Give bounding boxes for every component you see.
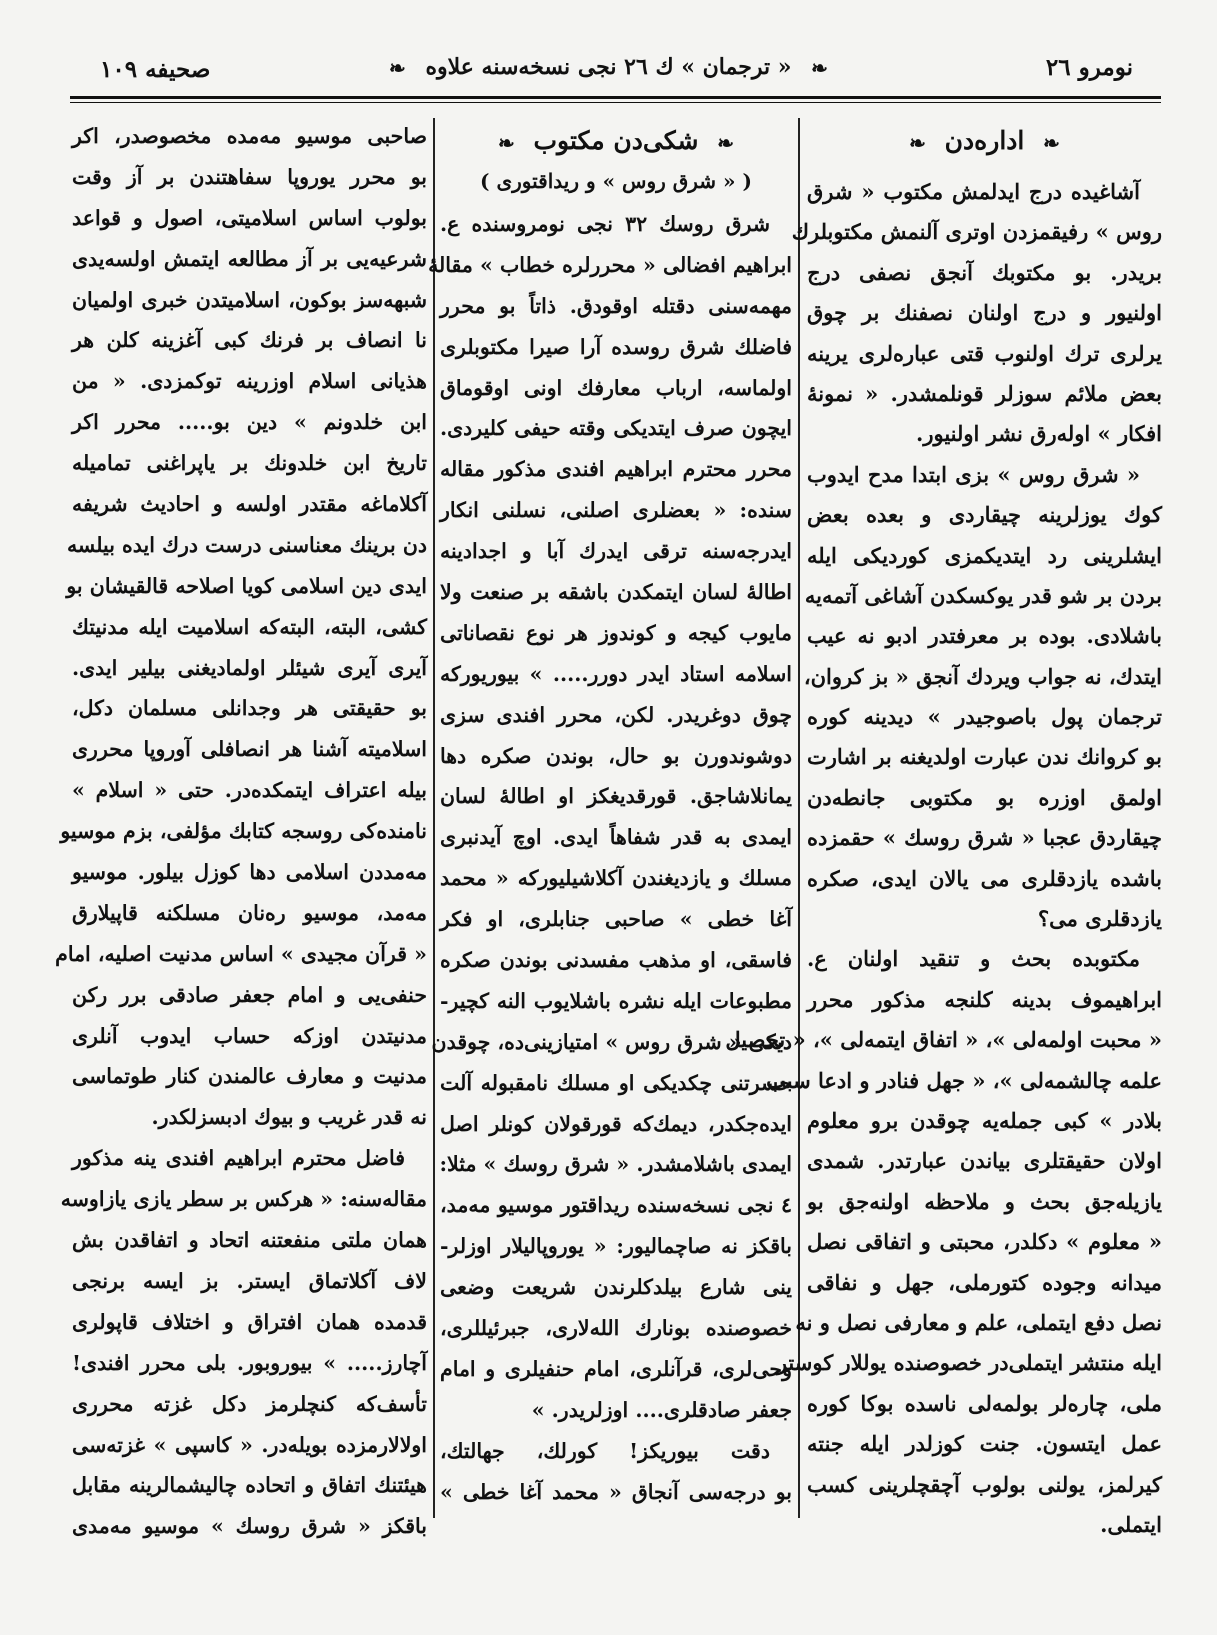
text-line: ابن خلدونم » دین بو..... محرر اکر <box>72 410 427 435</box>
text-line: یرلری ترك اولنوب قتی عباره‌لری یرینه <box>807 340 1162 366</box>
text-line: شرق روسك ٣٢ نجی نومروسنده ع. <box>440 212 771 236</box>
text-line: اولان حقیقتلری بیاندن عبارتدر. شمدی <box>807 1148 1162 1174</box>
ornament-icon: ❧ <box>811 56 828 80</box>
text-line: بو درجه‌سی آنجاق « محمد آغا خطی » <box>440 1479 792 1504</box>
text-line: ابراهیم افضالی « محررلره خطاب » مقالهٔ <box>428 252 792 277</box>
ornament-icon: ❧ <box>389 56 406 80</box>
text-line: همان ملتی منفعتنه اتحاد و اتفاقدن بش <box>72 1228 427 1253</box>
ornament-icon: ❧ <box>1043 130 1060 155</box>
text-line: ایتدك، نه جواب ویردك آنجق « بز کروان، <box>803 663 1162 689</box>
text-line: صاحبی موسیو مه‌مده مخصوصدر، اکر <box>72 124 427 148</box>
text-line: هیئتنك اتفاق و اتحاده چالیشمالرینه مقابل <box>72 1473 427 1498</box>
column-editorial <box>725 116 1162 1545</box>
text-line: تأسف‌كه کنچلرمز دکل غزته محرری <box>72 1391 427 1416</box>
text-line: اطالهٔ لسان ایتمکدن باشقه بر صنعت ولا <box>440 580 792 605</box>
text-line: ٤ نجی نسخه‌سنده ریداقتور موسیو مه‌مد، <box>440 1193 792 1218</box>
text-line: بولوب اساس اسلامیتی، اصول و قواعد <box>72 205 427 230</box>
column-title <box>807 116 1162 166</box>
text-line: اسلامیته آشنا هر انصافلی آوروپا محرری <box>72 737 427 762</box>
text-line: فاضلك شرق روسده آرا صیرا مکتوبلری <box>440 334 792 359</box>
text-line: حسرتنی چکدیکی او مسلك نامقبوله آلت <box>440 1070 792 1095</box>
text-line: باشده یازدقلری می یالان ایدی، صکره <box>807 865 1162 891</box>
text-line: بیله اعتراف ایتمکده‌در. حتی « اسلام » <box>72 778 427 803</box>
text-line: کشی، البته، البته‌كه اسلامیت ایله مدنیتك <box>72 614 427 639</box>
text-line: کیرلمز، یولنی بولوب آچقچلرینی کسب <box>807 1471 1162 1497</box>
column-title-text: شکی‌دن مکتوب <box>533 126 699 155</box>
text-line: نه قدر غریب و بیوك ادبسزلکدر. <box>151 1105 427 1130</box>
column-divider <box>433 118 435 1518</box>
text-line: لاف آکلاتماق ایستر. بز ایسه برنجی <box>72 1268 427 1293</box>
column-title-text: اداره‌دن <box>944 126 1025 155</box>
text-line: آغا خطی » صاحبی جنابلری، او فکر <box>440 907 792 932</box>
text-line: نامنده‌کی روسجه کتابك مؤلفی، بزم موسیو <box>60 819 427 844</box>
text-line: مایوب کیجه و کوندوز هر نوع نقصاناتی <box>440 620 792 645</box>
text-line: یمانلاشاجق. قورقدیغکز او اطالهٔ لسان <box>440 784 792 809</box>
text-line: ابراهیموف بدینه کلنجه مذکور محرر <box>807 986 1162 1012</box>
text-line: بریدر. بو مکتوبك آنجق نصفی درج <box>807 259 1162 285</box>
text-line: بلادر » کبی جمله‌یه چوقدن برو معلوم <box>807 1107 1162 1133</box>
text-line: بو حقیقتی هر وجدانلی مسلمان دکل، <box>72 696 427 721</box>
text-line: اولنیور و درج اولنان نصفنك بر چوق <box>807 300 1162 326</box>
text-line: فاضل محترم ابراهیم افندی ینه مذکور <box>72 1146 405 1171</box>
text-line: خصوصنده بونارك الله‌لاری، جبرئیللری، <box>440 1316 792 1341</box>
column-text <box>725 172 1162 1545</box>
text-line: وحی‌لری، قرآنلری، امام حنفیلری و امام <box>440 1356 792 1381</box>
text-line: میدانه وجوده کتورملی، جهل و نفاقی <box>807 1269 1162 1295</box>
text-line: مه‌مددن اسلامی دها کوزل بیلور. موسیو <box>72 860 427 885</box>
text-line: ایچون صرف ایتدیکی وقته حیفی کلیردی. <box>440 416 792 441</box>
text-line: هذیانی اسلام اوزرینه توکمزدی. « من <box>72 369 427 394</box>
text-line: آچارز..... » بیوروبور. بلی محرر افندی! <box>72 1350 427 1375</box>
text-line: ایدرجه‌سنه ترقی ایدرك آبا و اجدادینه <box>440 539 792 564</box>
text-line: جعفر صادقلری.... اوزلریدر. » <box>531 1397 792 1422</box>
text-line: یازیله‌جق بحث و ملاحظه اولنه‌جق بو <box>807 1188 1162 1214</box>
text-line: اولالارمزده بویله‌در. « کاسپی » غزته‌سی <box>72 1432 427 1457</box>
text-line: باقکز نه صاچمالیور: « یوروپالیلار اوزلر- <box>440 1234 792 1259</box>
text-line: بعض ملائم سوزلر قونلمشدر. « نمونهٔ <box>807 380 1162 406</box>
text-line: چوق دوغریدر. لکن، محرر افندی سزی <box>440 702 792 727</box>
text-line: مسلك و یازدیغندن آکلاشیلیورکه « محمد <box>440 866 792 891</box>
text-line: آشاغیده درج ایدلمش مکتوب « شرق <box>807 179 1140 204</box>
column-text <box>428 204 792 1513</box>
text-line: « شرق روس » بزی ابتدا مدح ایدوب <box>807 461 1140 487</box>
text-line: کوك یوزلرینه چیقاردی و بعده بعض <box>807 502 1162 528</box>
text-line: ایله منتشر ایتملی‌در خصوصنده یوللار کوستر <box>776 1350 1162 1376</box>
text-line: شبهه‌سز بوکون، اسلامیتدن خبری اولمیان <box>72 287 427 312</box>
text-line: مطبوعات ایله نشره باشلایوب النه کچیر- <box>440 988 792 1013</box>
text-line: مهمه‌سنی دقتله اوقودق. ذاتاً بو محرر <box>440 293 792 318</box>
text-line: مه‌مد، موسیو ره‌نان مسلکنه قاپیلارق <box>72 900 427 925</box>
text-line: ایشلرینی رد ایتدیکمزی کوردیکی ایله <box>807 542 1162 568</box>
text-line: آیری آیری شیئلر اولمادیغنی بیلیر ایدی. <box>72 655 427 680</box>
text-line: سنده: « بعضلری اصلنی، نسلنی انکار <box>440 498 792 523</box>
text-line: شرعیه‌یی بر آز مطالعه ایتمش اولسه‌یدی <box>72 246 427 271</box>
supplement-title <box>70 54 1147 80</box>
column-letter <box>428 116 792 1513</box>
text-line: آکلاماغه مقتدر اولسه و احادیث شریفه <box>72 492 427 517</box>
text-line: ایمدی باشلامشدر. « شرق روسك » مثلا: <box>439 1152 792 1177</box>
text-line: باقکز « شرق روسك » موسیو مه‌مدی <box>72 1514 427 1539</box>
text-line: باشلادی. بوده بر معرفتدر ادبو نه عیب <box>807 623 1162 649</box>
text-line: یازدقلری می؟ <box>1038 906 1162 932</box>
text-line: نا انصاف بر فرنك کبی آغزینه کلن هر <box>72 328 427 353</box>
text-line: ایدی دین اسلامی کویا اصلاحه قالقیشان بو <box>66 573 427 598</box>
column-text <box>55 116 427 1547</box>
text-line: مدنیت و معارف عالمندن کنار طوتماسی <box>72 1064 427 1089</box>
text-line: نصل دفع ایتملی، علم و معارفی نصل و نه <box>795 1309 1162 1335</box>
text-line: ترجمان پول باصوجیدر » دیدینه کوره <box>807 704 1162 730</box>
text-line: اولمق اوزره بو مکتوبی جانطه‌دن <box>807 784 1162 810</box>
running-header <box>70 44 1147 100</box>
text-line: مکتوبده بحث و تنقید اولنان ع. <box>807 946 1140 972</box>
text-line: علمه چالشمه‌لی »، « جهل فنادر و ادعا سبب <box>766 1067 1162 1093</box>
text-line: اولماسه، ارباب معارفك اونی اوقوماق <box>440 375 792 400</box>
text-line: افکار » اوله‌رق نشر اولنیور. <box>916 421 1162 447</box>
text-line: « معلوم » دکلدر، محبتی و اتفاقی نصل <box>807 1229 1162 1255</box>
text-line: بو محرر یوروپا سفاهتندن بر آز وقت <box>72 164 427 189</box>
text-line: عمل ایتسون. جنت کوزلدر ایله جنته <box>807 1431 1162 1457</box>
page-number: صحیفه ١٠٩ <box>100 56 211 83</box>
ornament-icon: ❧ <box>498 130 515 155</box>
text-line: چیقاردق عجبا « شرق روسك » حقمزده <box>807 825 1162 851</box>
issue-number: نومرو ٢٦ <box>1045 54 1133 81</box>
text-line: « محبت اولمه‌لی »، « اتفاق ایتمه‌لی »، « تحصیل <box>725 1027 1162 1053</box>
ornament-icon: ❧ <box>909 130 926 155</box>
text-line: مقاله‌سنه: « هرکس بر سطر یازی یازاوسه <box>60 1187 427 1212</box>
text-line: دقت بیوریکز! کورلك، جهالتك، <box>440 1438 770 1463</box>
text-line: ایده‌جکدر، دیمك‌كه قورقولان کونلر اصل <box>440 1111 792 1136</box>
text-line: ملی، چاره‌لر بولمه‌لی ناسده بوکا کوره <box>807 1390 1162 1416</box>
column-continuation <box>55 116 427 1547</box>
text-line: روس » رفیقمزدن اوتری آلنمش مکتوبلرك <box>791 219 1162 245</box>
text-line: بو کروانك ندن عبارت اولدیغنه بر اشارت <box>807 744 1162 770</box>
header-rule-thin <box>70 102 1161 103</box>
header-rule <box>70 96 1161 99</box>
text-line: فاسقی، او مذهب مفسدنی بوندن صکره <box>440 948 792 973</box>
text-line: محرر محترم ابراهیم افندی مذکور مقاله <box>440 457 792 482</box>
text-line: بردن بر شو قدر یوکسکدن آشاغی آتمه‌یه <box>804 582 1162 608</box>
column-subtitle: ( « شرق روس » و ریداقتوری ) <box>480 169 752 193</box>
text-line: قدمده همان افتراق و اختلاف قاپولری <box>72 1309 427 1334</box>
text-line: ینی شارع بیلدکلرندن شریعت وضعی <box>440 1275 792 1300</box>
ornament-icon: ❧ <box>717 130 734 155</box>
text-line: دن برینك معناسنی درست درك ایده بیلسه <box>66 532 427 557</box>
text-line: دوشوندورن بو حال، بوندن صکره دها <box>440 743 792 768</box>
text-line: « قرآن مجیدی » اساس مدنیت اصلیه، امام <box>55 941 427 966</box>
text-line: ایتملی. <box>1100 1511 1162 1537</box>
text-line: مدنیتدن اوزکه حساب ایدوب آنلری <box>72 1023 427 1048</box>
column-title <box>440 116 792 166</box>
text-line: اسلامه استاد ایدر دورر..... » بیوریورکه <box>440 661 792 686</box>
text-line: ایمدی به قدر شفاهاً ایدی. اوچ آیدنبری <box>440 825 792 850</box>
text-line: دیکی « شرق روس » امتیازینی‌ده، چوقدن <box>431 1029 792 1054</box>
text-line: حنفی‌یی و امام جعفر صادقی برر رکن <box>72 982 427 1007</box>
text-line: تاریخ ابن خلدونك بر یاپراغنی تمامیله <box>72 451 427 476</box>
supplement-title-text: « ترجمان » ك ٢٦ نجی نسخه‌سنه علاوه <box>425 54 792 80</box>
